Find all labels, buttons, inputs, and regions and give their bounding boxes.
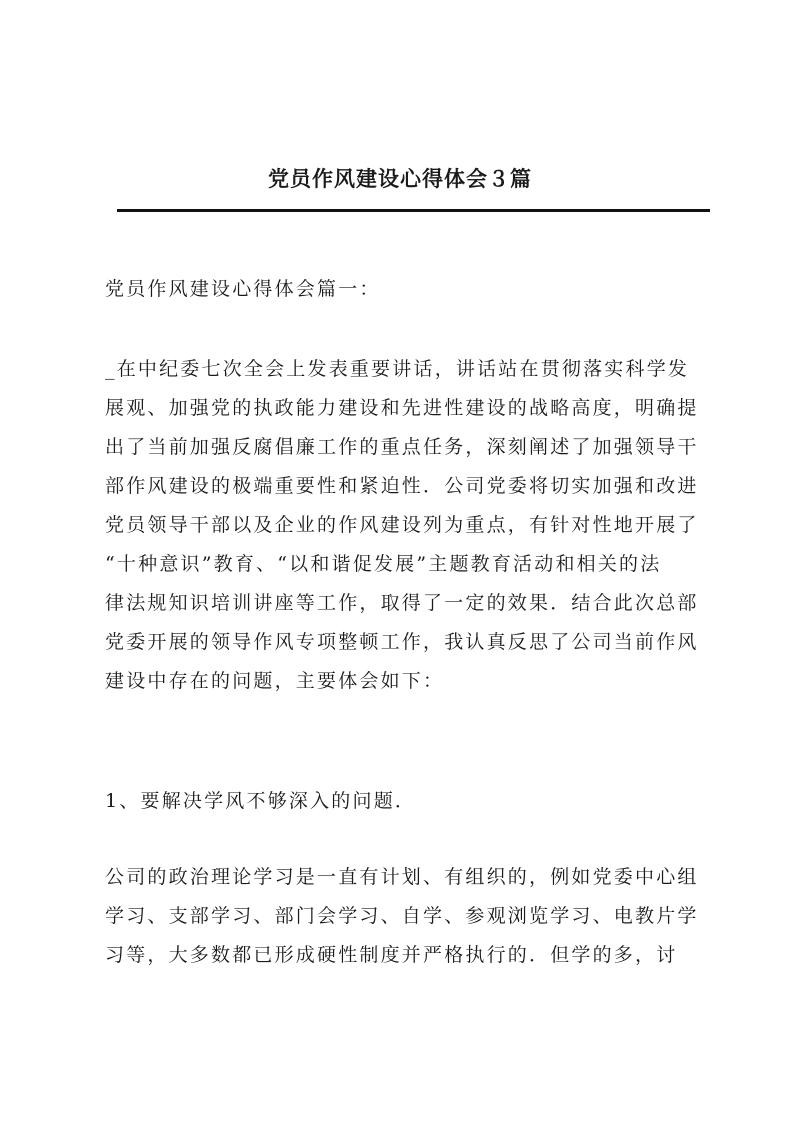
paragraph-1-line: 党员领导干部以及企业的作风建设列为重点，有针对性地开展了: [105, 514, 699, 536]
title-underline: [117, 209, 710, 212]
paragraph-1-line: 党委开展的领导作风专项整顿工作，我认真反思了公司当前作风: [105, 631, 699, 653]
paragraph-1-line: 部作风建设的极端重要性和紧迫性．公司党委将切实加强和改进: [105, 475, 699, 497]
paragraph-1: [105, 350, 715, 701]
document-title: 党员作风建设心得体会３篇: [268, 166, 532, 191]
paragraph-1-line: 出了当前加强反腐倡廉工作的重点任务，深刻阐述了加强领导干: [105, 436, 699, 458]
paragraph-1-line: “十种意识”教育、“以和谐促发展”主题教育活动和相关的法: [105, 553, 662, 575]
paragraph-1-line: 展观、加强党的执政能力建设和先进性建设的战略高度，明确提: [105, 397, 699, 419]
section-heading: [105, 270, 715, 309]
paragraph-1-line: 建设中存在的问题，主要体会如下：: [105, 670, 445, 692]
numbered-item-text: 1、要解决学风不够深入的问题．: [105, 790, 417, 812]
paragraph-2-line: 习等，大多数都已形成硬性制度并严格执行的．但学的多，讨: [105, 944, 678, 966]
numbered-item-1: [105, 782, 715, 821]
section-heading-text: 党员作风建设心得体会篇一：: [105, 278, 381, 300]
paragraph-2-line: 公司的政治理论学习是一直有计划、有组织的，例如党委中心组: [105, 866, 699, 888]
paragraph-1-line: 律法规知识培训讲座等工作，取得了一定的效果．结合此次总部: [105, 592, 699, 614]
paragraph-1-line: _在中纪委七次全会上发表重要讲话，讲话站在贯彻落实科学发: [105, 358, 690, 380]
paragraph-2-line: 学习、支部学习、部门会学习、自学、参观浏览学习、电教片学: [105, 905, 699, 927]
paragraph-2: [105, 858, 715, 975]
